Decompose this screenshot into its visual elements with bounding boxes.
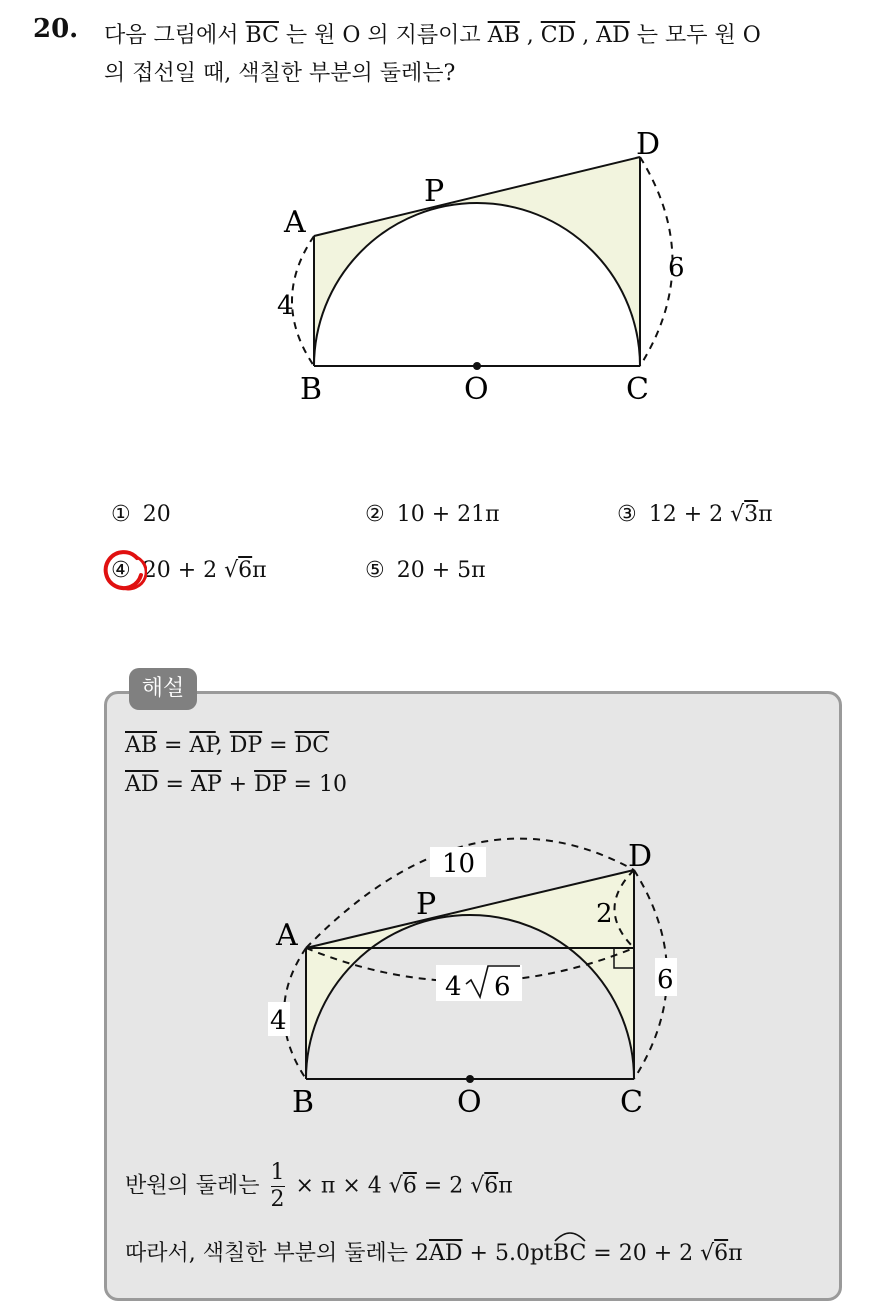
center-o-dot: [466, 1075, 474, 1083]
segment-bc: $\overline{BC}$: [245, 23, 279, 48]
label-right-length: 6: [657, 965, 674, 995]
radicand: 6: [402, 1173, 417, 1199]
question-text: 다음 그림에서: [104, 23, 246, 48]
question-text-line2: 의 접선일 때, 색칠한 부분의 둘레는?: [104, 61, 456, 86]
figure-semicircle-tangents: [260, 120, 710, 420]
segment-ab: $\overline{AB}$: [125, 733, 158, 758]
segment-ab: $\overline{AB}$: [487, 23, 520, 48]
question-text: 는 모두 원 O: [629, 23, 761, 48]
arc-label: BC: [552, 1241, 587, 1266]
explanation-line1: [125, 733, 329, 758]
equals-ten: = 10: [286, 772, 347, 797]
dashed-arc-ab: [292, 236, 314, 366]
expression: π: [728, 1241, 743, 1266]
label-b: B: [292, 1085, 315, 1120]
choice-1[interactable]: [111, 502, 171, 527]
segment-ad: $\overline{AD}$: [596, 23, 630, 48]
explanation-tag: 해설: [129, 668, 197, 710]
label-chord-coefficient: 4: [445, 972, 462, 1002]
choice-suffix: π: [758, 502, 773, 527]
arc-symbol: [553, 1227, 587, 1243]
label-b: B: [300, 372, 323, 407]
label-d: D: [636, 127, 661, 162]
label-o: O: [464, 372, 489, 407]
equals-sign: =: [158, 772, 191, 797]
label-a: A: [276, 918, 298, 953]
segment-ad: $\overline{AD}$: [125, 772, 159, 797]
question-number: 20.: [33, 14, 79, 44]
choice-marker: ①: [111, 502, 131, 527]
label-small-length: 2: [596, 899, 613, 929]
segment-dp: $\overline{DP}$: [229, 733, 263, 758]
label-length-cd: 6: [668, 253, 685, 283]
segment-dc: $\overline{DC}$: [294, 733, 330, 758]
choice-3[interactable]: [617, 502, 773, 527]
choice-suffix: π: [252, 558, 267, 583]
segment-ad: $\overline{AD}$: [429, 1241, 463, 1266]
choice-text: 12 + 2 √: [648, 502, 745, 527]
expression: + 5.0pt: [462, 1241, 553, 1266]
text: 따라서, 색칠한 부분의 둘레는 2: [125, 1241, 429, 1266]
plus-sign: +: [221, 772, 255, 797]
label-left-length: 4: [270, 1006, 287, 1036]
radicand: 6: [484, 1173, 499, 1199]
question-text: ,: [575, 23, 597, 48]
fraction-numerator: 1: [270, 1160, 285, 1185]
expression: = 2 √: [416, 1173, 485, 1199]
equals-sign: =: [262, 733, 295, 758]
expression: = 20 + 2 √: [586, 1241, 715, 1266]
label-p: P: [416, 887, 437, 922]
segment-ap: $\overline{AP}$: [189, 733, 216, 758]
segment-dp: $\overline{DP}$: [254, 772, 287, 797]
segment-ap: $\overline{AP}$: [190, 772, 222, 797]
equals-sign: =: [157, 733, 190, 758]
label-chord-radicand: 6: [494, 972, 511, 1002]
arc-bc: [553, 1241, 586, 1266]
choice-text: 20 + 2 √: [142, 558, 239, 583]
choice-2[interactable]: [365, 502, 500, 527]
choice-5[interactable]: [365, 558, 486, 583]
segment-cd: $\overline{CD}$: [540, 23, 576, 48]
label-c: C: [620, 1085, 643, 1120]
label-c: C: [626, 372, 649, 407]
label-o: O: [457, 1085, 482, 1120]
label-a: A: [284, 205, 306, 240]
fraction-half: [271, 1160, 285, 1213]
radicand: 3: [744, 502, 759, 527]
explanation-line4: [125, 1236, 743, 1267]
choice-marker: ⑤: [365, 558, 385, 583]
choice-text: 20 + 5π: [396, 558, 486, 583]
center-o-dot: [473, 362, 481, 370]
choice-text: 10 + 21π: [396, 502, 500, 527]
radicand: 6: [238, 558, 253, 583]
label-top-length: 10: [442, 849, 476, 879]
question-text: 는 원 O 의 지름이고: [278, 23, 488, 48]
choice-marker: ④: [111, 558, 131, 583]
choice-text: 20: [142, 502, 171, 527]
shaded-region: [314, 157, 640, 366]
comma: ,: [215, 733, 230, 758]
expression: × π × 4 √: [288, 1173, 403, 1199]
radicand: 6: [714, 1241, 729, 1266]
explanation-line2: [125, 772, 347, 797]
expression: π: [498, 1173, 513, 1199]
label-d: D: [628, 839, 653, 874]
text: 반원의 둘레는: [125, 1173, 267, 1199]
answer-circle-mark: [101, 548, 147, 594]
choice-marker: ②: [365, 502, 385, 527]
question-text: ,: [519, 23, 541, 48]
label-length-ab: 4: [277, 291, 294, 321]
fraction-denominator: 2: [270, 1187, 285, 1212]
label-p: P: [424, 174, 445, 209]
choice-marker: ③: [617, 502, 637, 527]
explanation-line3: [125, 1160, 513, 1213]
question-text-line1: [104, 18, 761, 49]
figure-solution: [255, 830, 695, 1120]
